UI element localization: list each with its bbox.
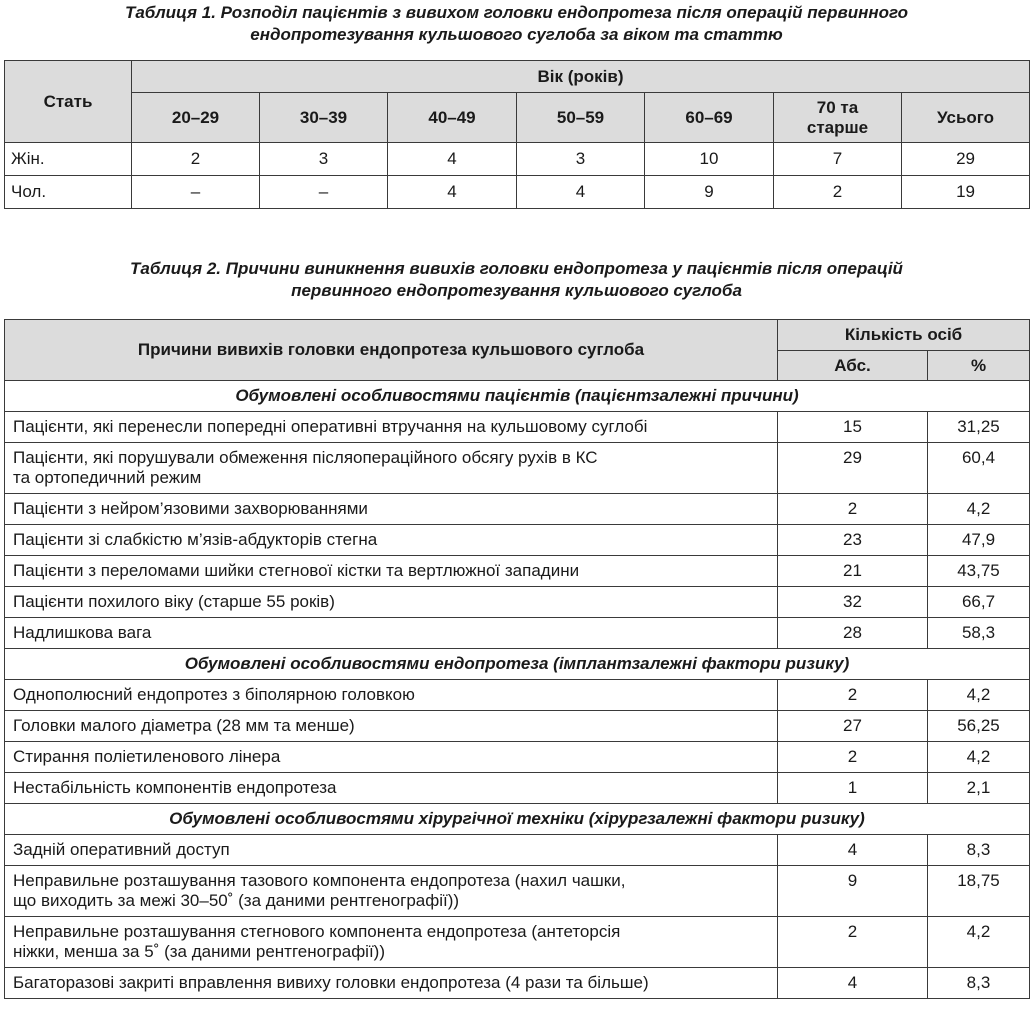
cause-text: Однополюсний ендопротез з біполярною головкою (13, 685, 415, 704)
age-sex-distribution-table (4, 60, 1030, 209)
percent-cell: 58,3 (928, 618, 1030, 649)
cause-text: Стирання поліетиленового лінера (13, 747, 281, 766)
cause-cell (5, 742, 778, 773)
cause-cell (5, 680, 778, 711)
age-group-header-line: старше (806, 117, 869, 137)
table-row (5, 443, 1030, 494)
section-title: Обумовлені особливостями пацієнтів (пацієнтзалежні причини) (5, 381, 1030, 412)
age-group-header: 50–59 (517, 93, 645, 143)
percent-cell: 31,25 (928, 412, 1030, 443)
value-cell: – (260, 176, 388, 209)
cause-cell (5, 443, 778, 494)
abs-cell: 15 (778, 412, 928, 443)
cause-text: Пацієнти з нейром’язовими захворюваннями (13, 499, 368, 518)
percent-cell: 47,9 (928, 525, 1030, 556)
percent-cell: 2,1 (928, 773, 1030, 804)
cause-cell (5, 866, 778, 917)
percent-cell: 4,2 (928, 742, 1030, 773)
cause-text: Пацієнти, які порушували обмеження післяопераційного обсягу рухів в КС (13, 448, 598, 467)
cause-text: Неправильне розташування тазового компонента ендопротеза (нахил чашки, (13, 871, 626, 890)
percent-cell: 43,75 (928, 556, 1030, 587)
table-row (5, 587, 1030, 618)
cause-text: Пацієнти, які перенесли попередні оперативні втручання на кульшовому суглобі (13, 417, 648, 436)
cause-cell (5, 494, 778, 525)
value-cell: 9 (645, 176, 774, 209)
dislocation-causes-table (4, 319, 1030, 999)
value-cell: 4 (388, 143, 517, 176)
abs-cell: 2 (778, 680, 928, 711)
total-header: Усього (902, 93, 1030, 143)
percent-cell: 4,2 (928, 917, 1030, 968)
abs-cell: 23 (778, 525, 928, 556)
cause-text: Багаторазові закриті вправлення вивиху головки ендопротеза (4 рази та більше) (13, 973, 649, 992)
abs-cell: 9 (778, 866, 928, 917)
value-cell: 10 (645, 143, 774, 176)
value-cell: 4 (388, 176, 517, 209)
abs-cell: 32 (778, 587, 928, 618)
cause-text: Задній оперативний доступ (13, 840, 230, 859)
sex-cell: Чол. (5, 176, 132, 209)
table-row (5, 711, 1030, 742)
table1-caption-line1: Таблиця 1. Розподіл пацієнтів з вивихом головки ендопротеза після операцій первинного (124, 3, 909, 22)
value-cell: 4 (517, 176, 645, 209)
section-row (5, 804, 1030, 835)
table-row (5, 556, 1030, 587)
percent-cell: 66,7 (928, 587, 1030, 618)
abs-cell: 29 (778, 443, 928, 494)
value-cell: – (132, 176, 260, 209)
value-cell: 3 (260, 143, 388, 176)
table2-caption-line2: первинного ендопротезування кульшового суглоба (291, 281, 742, 300)
cause-text: що виходить за межі 30–50˚ (за даними рентгенографії)) (13, 891, 460, 910)
cause-cell (5, 835, 778, 866)
abs-cell: 1 (778, 773, 928, 804)
cause-cell (5, 773, 778, 804)
table-row (5, 412, 1030, 443)
table-row (5, 494, 1030, 525)
age-group-header: 30–39 (260, 93, 388, 143)
table1-caption (0, 2, 1033, 46)
cause-cell (5, 587, 778, 618)
age-header: Вік (років) (132, 61, 1030, 93)
sex-header: Стать (5, 61, 132, 143)
cause-text: Головки малого діаметра (28 мм та менше) (13, 716, 355, 735)
causes-header: Причини вивихів головки ендопротеза кульшового суглоба (5, 320, 778, 381)
cause-cell (5, 412, 778, 443)
abs-cell: 21 (778, 556, 928, 587)
age-group-header: 60–69 (645, 93, 774, 143)
sex-cell: Жін. (5, 143, 132, 176)
cause-cell (5, 618, 778, 649)
table-row (5, 773, 1030, 804)
abs-header: Абс. (778, 351, 928, 381)
age-group-header-line: 70 та (816, 97, 859, 117)
cause-text: Нестабільність компонентів ендопротеза (13, 778, 337, 797)
table-row (5, 176, 1030, 209)
abs-cell: 2 (778, 494, 928, 525)
value-cell: 2 (774, 176, 902, 209)
cause-text: Надлишкова вага (13, 623, 152, 642)
percent-cell: 8,3 (928, 835, 1030, 866)
abs-cell: 4 (778, 968, 928, 999)
value-cell: 7 (774, 143, 902, 176)
table1-caption-line2: ендопротезування кульшового суглоба за віком та статтю (250, 25, 783, 44)
table-row (5, 680, 1030, 711)
count-header: Кількість осіб (778, 320, 1030, 351)
cause-text: та ортопедичний режим (13, 468, 202, 487)
value-cell: 2 (132, 143, 260, 176)
abs-cell: 27 (778, 711, 928, 742)
table-row (5, 742, 1030, 773)
section-title: Обумовлені особливостями хірургічної техніки (хірургзалежні фактори ризику) (5, 804, 1030, 835)
table-row (5, 917, 1030, 968)
cause-text: Неправильне розташування стегнового компонента ендопротеза (антеторсія (13, 922, 621, 941)
percent-cell: 8,3 (928, 968, 1030, 999)
cause-text: Пацієнти з переломами шийки стегнової кістки та вертлюжної западини (13, 561, 580, 580)
percent-cell: 60,4 (928, 443, 1030, 494)
cause-text: ніжки, менша за 5˚ (за даними рентгенографії)) (13, 942, 385, 961)
table2-caption-line1: Таблиця 2. Причини виникнення вивихів головки ендопротеза у пацієнтів після операцій (130, 259, 903, 278)
table-row (5, 866, 1030, 917)
age-group-header: 20–29 (132, 93, 260, 143)
section-title: Обумовлені особливостями ендопротеза (імплантзалежні фактори ризику) (5, 649, 1030, 680)
table-row (5, 835, 1030, 866)
cause-cell (5, 556, 778, 587)
total-cell: 19 (902, 176, 1030, 209)
percent-cell: 56,25 (928, 711, 1030, 742)
table2-caption (0, 258, 1033, 302)
age-group-header (774, 93, 902, 143)
value-cell: 3 (517, 143, 645, 176)
section-row (5, 649, 1030, 680)
percent-cell: 4,2 (928, 494, 1030, 525)
total-cell: 29 (902, 143, 1030, 176)
table-row (5, 968, 1030, 999)
cause-cell (5, 711, 778, 742)
cause-cell (5, 968, 778, 999)
cause-text: Пацієнти зі слабкістю м’язів-абдукторів стегна (13, 530, 378, 549)
table-row (5, 618, 1030, 649)
causes-table-body (5, 381, 1030, 999)
percent-cell: 18,75 (928, 866, 1030, 917)
percent-cell: 4,2 (928, 680, 1030, 711)
cause-cell (5, 917, 778, 968)
table-row (5, 525, 1030, 556)
section-row (5, 381, 1030, 412)
abs-cell: 2 (778, 917, 928, 968)
table-row (5, 143, 1030, 176)
percent-header: % (928, 351, 1030, 381)
abs-cell: 4 (778, 835, 928, 866)
age-group-header: 40–49 (388, 93, 517, 143)
abs-cell: 28 (778, 618, 928, 649)
cause-cell (5, 525, 778, 556)
abs-cell: 2 (778, 742, 928, 773)
cause-text: Пацієнти похилого віку (старше 55 років) (13, 592, 335, 611)
